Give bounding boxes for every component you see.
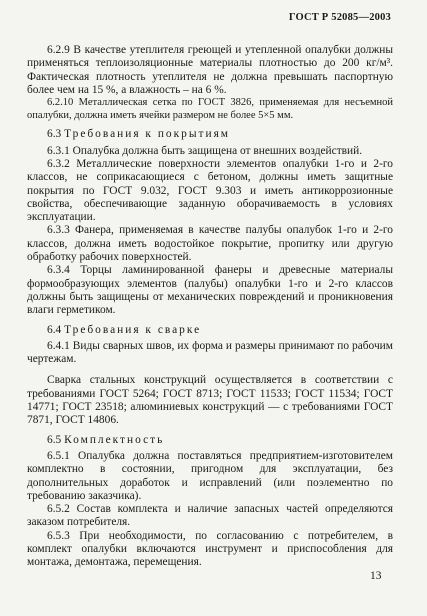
clause-6-3-1: 6.3.1 Опалубка должна быть защищена от внешних воздействий.: [47, 144, 363, 157]
section-number: 6.5: [47, 433, 62, 446]
clause-6-2-9: 6.2.9 В качестве утеплителя греющей и утепленной опалубки должны применяться теплоизоляционные материалы плотностью до 200 кг/м³. Фактическая плотность утеплителя не должна превышать паспортную более чем на 15 %, а влажность – на 6 %.: [27, 44, 393, 96]
section-heading-6-4: [27, 324, 393, 337]
page-content: [27, 44, 393, 570]
section-title: Требования к сварке: [64, 323, 202, 336]
section-heading-6-3: [27, 128, 393, 141]
section-number: 6.4: [47, 323, 62, 336]
clause-6-5-3: 6.5.3 При необходимости, по согласованию с потребителем, в комплект опалубки включаются инструмент и приспособления для монтажа, демонтажа, перемещения.: [27, 529, 393, 569]
clause-6-5-1: 6.5.1 Опалубка должна поставляться предприятием-изготовителем комплектно в состоянии, пригодном для эксплуатации, без дополнительных доработок и исправлений (или поэлементно по требованию заказчика).: [27, 449, 393, 502]
section-title: Комплектность: [64, 433, 165, 446]
document-header: ГОСТ Р 52085—2003: [288, 12, 391, 23]
section-title: Требования к покрытиям: [64, 128, 231, 141]
section-heading-6-5: [27, 434, 393, 447]
section-number: 6.3: [47, 128, 62, 141]
clause-6-3-2: 6.3.2 Металлические поверхности элементов опалубки 1-го и 2-го классов, не соприкасающиеся с бетоном, должны иметь защитные покрытия по ГОСТ 9.032, ГОСТ 9.303 и иметь антикоррозионные свойства, обеспечивающие заданную оборачиваемость в условиях эксплуатации.: [27, 157, 393, 224]
clause-6-3-3: 6.3.3 Фанера, применяемая в качестве палубы опалубок 1-го и 2-го классов, должна иметь водостойкое покрытие, пропитку или другую обработку рабочих поверхностей.: [27, 224, 393, 264]
clause-6-2-10: 6.2.10 Металлическая сетка по ГОСТ 3826, применяемая для несъемной опалубки, должна иметь ячейки размером не более 5×5 мм.: [27, 97, 393, 121]
clause-6-4-1: 6.4.1 Виды сварных швов, их форма и размеры принимают по рабочим чертежам.: [27, 339, 393, 366]
clause-6-3-4: 6.3.4 Торцы ламинированной фанеры и древесные материалы формообразующих элементов (палубы) опалубки 1-го и 2-го классов должны быть защищены от механических повреждений и проникновения влаги герметиком.: [27, 264, 393, 317]
page-number: 13: [370, 570, 382, 582]
clause-6-4-1-welding: Сварка стальных конструкций осуществляется в соответствии с требованиями ГОСТ 5264; ГОСТ 8713; ГОСТ 11533; ГОСТ 11534; ГОСТ 14771; ГОСТ 23518; алюминиевых конструкций — с требованиями ГОСТ 7871, ГОСТ 14806.: [27, 374, 393, 427]
clause-6-5-2: 6.5.2 Состав комплекта и наличие запасных частей определяются заказом потребителя.: [27, 503, 393, 529]
